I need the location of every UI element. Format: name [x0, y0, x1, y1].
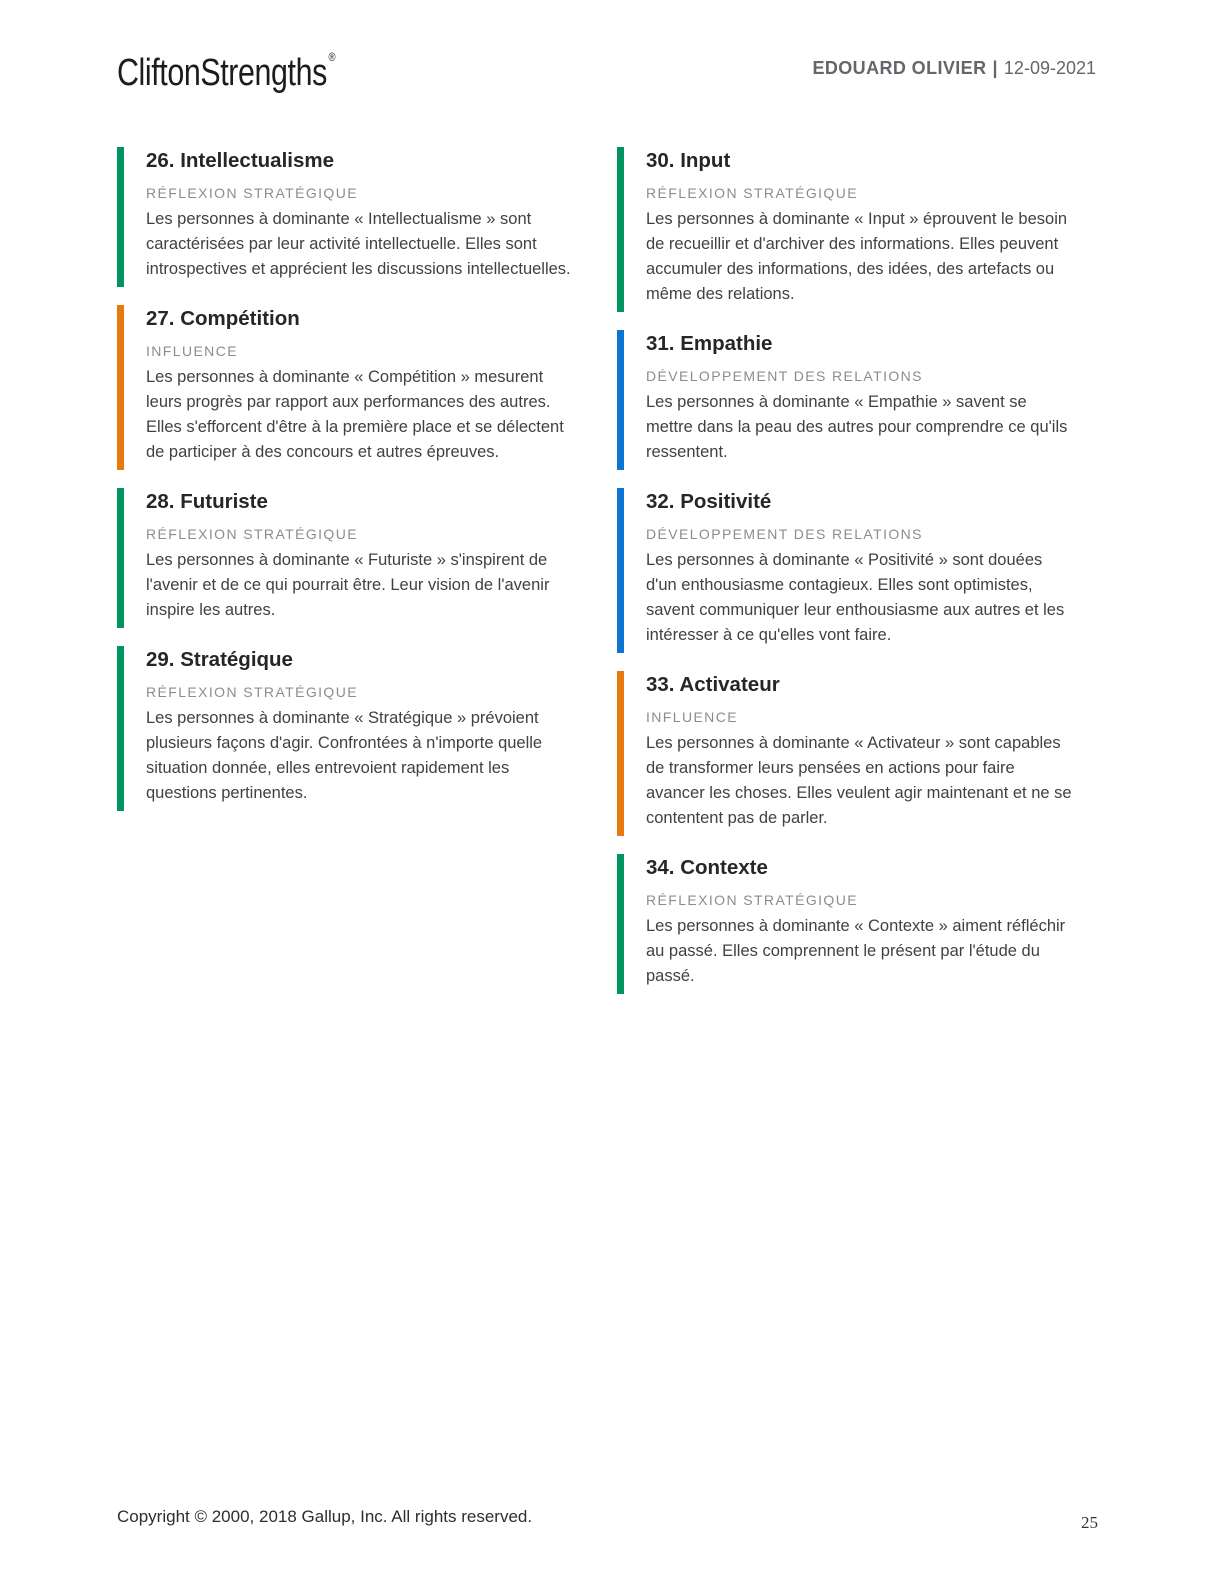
strength-description: Les personnes à dominante « Stratégique » prévoient plusieurs façons d'agir. Confrontées à n'importe quelle situation donnée, elles entrevoient rapidement les questions pertinentes. [146, 709, 543, 802]
header-separator: | [992, 58, 998, 78]
strength-description: Les personnes à dominante « Activateur » sont capables de transformer leurs pensées en actions pour faire avancer les choses. Elles veulent agir maintenant et ne se contentent pas de parler. [646, 734, 1072, 827]
strength-title: 31. Empathie [646, 332, 773, 355]
strength-domain-label: RÉFLEXION STRATÉGIQUE [146, 526, 358, 542]
left-column [117, 147, 572, 829]
strength-domain-label: INFLUENCE [146, 343, 238, 359]
strength-entry [117, 646, 572, 811]
strength-title: 29. Stratégique [146, 648, 293, 671]
strength-domain-label: RÉFLEXION STRATÉGIQUE [646, 185, 858, 201]
strength-title: 27. Compétition [146, 307, 300, 330]
strength-domain-label: INFLUENCE [646, 709, 738, 725]
strength-entry [617, 330, 1072, 470]
report-owner [812, 58, 1096, 79]
strength-entry [117, 488, 572, 628]
strength-domain-label: RÉFLEXION STRATÉGIQUE [146, 185, 358, 201]
strength-entry [117, 147, 572, 287]
strength-entry [617, 488, 1072, 653]
strength-description: Les personnes à dominante « Intellectualisme » sont caractérisées par leur activité intellectuelle. Elles sont introspectives et apprécient les discussions intellectuelles. [146, 210, 571, 278]
strength-description: Les personnes à dominante « Empathie » savent se mettre dans la peau des autres pour comprendre ce qu'ils ressentent. [646, 393, 1068, 461]
strength-title: 28. Futuriste [146, 490, 268, 513]
strength-entry [617, 147, 1072, 312]
page-footer [117, 1505, 1098, 1545]
copyright-text: Copyright © 2000, 2018 Gallup, Inc. All rights reserved. [117, 1507, 533, 1526]
strength-title: 33. Activateur [646, 673, 780, 696]
strength-title: 30. Input [646, 149, 731, 172]
page-header [117, 48, 1096, 100]
owner-name: EDOUARD OLIVIER [812, 58, 987, 78]
strength-domain-label: DÉVELOPPEMENT DES RELATIONS [646, 526, 923, 542]
strength-title: 34. Contexte [646, 856, 768, 879]
cliftonstrengths-logo [117, 50, 336, 95]
registered-trademark-icon: ® [328, 50, 336, 64]
strength-description: Les personnes à dominante « Compétition » mesurent leurs progrès par rapport aux performances des autres. Elles s'efforcent d'être à la première place et se délectent de participer à des concours et autres épreuves. [146, 368, 564, 461]
strength-description: Les personnes à dominante « Positivité » sont douées d'un enthousiasme contagieux. Elles sont optimistes, savent communiquer leur enthousiasme aux autres et les intéresser à ce qu'elles vont faire. [646, 551, 1065, 644]
strength-description: Les personnes à dominante « Futuriste » s'inspirent de l'avenir et de ce qui pourrait être. Leur vision de l'avenir inspire les autres. [146, 551, 550, 619]
strength-title: 26. Intellectualisme [146, 149, 335, 172]
strength-entry [117, 305, 572, 470]
strength-description: Les personnes à dominante « Contexte » aiment réfléchir au passé. Elles comprennent le présent par l'étude du passé. [646, 917, 1066, 985]
strength-entry [617, 854, 1072, 994]
strength-domain-label: RÉFLEXION STRATÉGIQUE [146, 684, 358, 700]
strength-entry [617, 671, 1072, 836]
strength-description: Les personnes à dominante « Input » éprouvent le besoin de recueillir et d'archiver des informations. Elles peuvent accumuler des informations, des idées, des artefacts ou même des relations. [646, 210, 1068, 303]
strength-domain-label: RÉFLEXION STRATÉGIQUE [646, 892, 858, 908]
report-date: 12-09-2021 [1003, 58, 1096, 78]
page-number: 25 [1081, 1513, 1098, 1532]
strength-title: 32. Positivité [646, 490, 772, 513]
logo-text: CliftonStrengths [117, 52, 327, 94]
right-column [617, 147, 1072, 1012]
strength-domain-label: DÉVELOPPEMENT DES RELATIONS [646, 368, 923, 384]
